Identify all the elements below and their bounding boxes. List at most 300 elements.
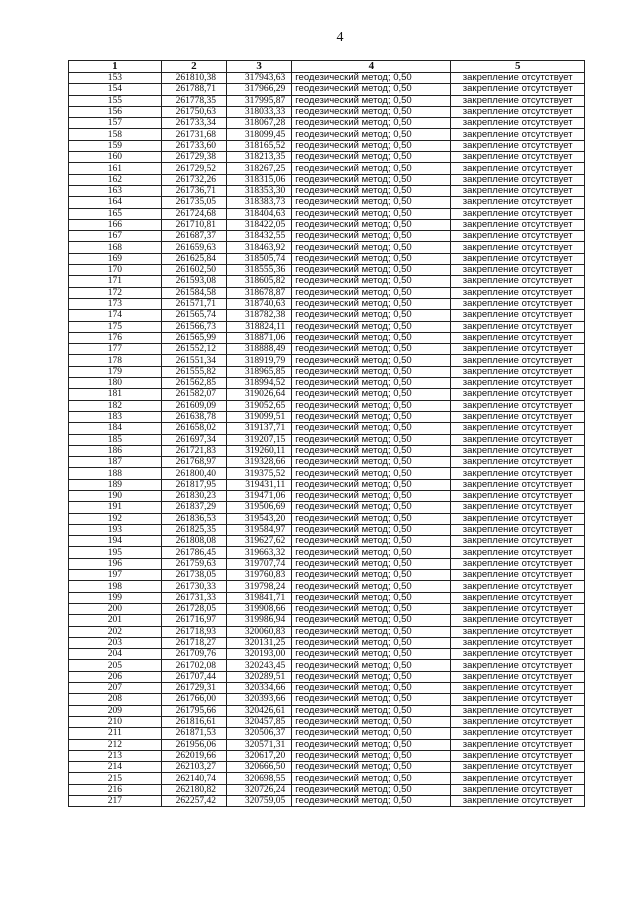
coordinate-x-cell: 261731,33 bbox=[161, 592, 226, 603]
coordinate-y-cell: 319052,65 bbox=[227, 400, 292, 411]
fixing-description-cell: закрепление отсутствует bbox=[451, 332, 585, 343]
coordinate-x-cell: 261750,63 bbox=[161, 106, 226, 117]
coordinate-x-cell: 261786,45 bbox=[161, 547, 226, 558]
fixing-description-cell: закрепление отсутствует bbox=[451, 784, 585, 795]
column-header-5: 5 bbox=[451, 61, 585, 73]
coordinate-x-cell: 261562,85 bbox=[161, 378, 226, 389]
method-accuracy-cell: геодезический метод; 0,50 bbox=[292, 490, 451, 501]
method-accuracy-cell: геодезический метод; 0,50 bbox=[292, 468, 451, 479]
method-accuracy-cell: геодезический метод; 0,50 bbox=[292, 400, 451, 411]
table-row bbox=[69, 683, 585, 694]
fixing-description-cell: закрепление отсутствует bbox=[451, 152, 585, 163]
coordinate-x-cell: 261817,95 bbox=[161, 479, 226, 490]
coordinate-x-cell: 261709,76 bbox=[161, 649, 226, 660]
method-accuracy-cell: геодезический метод; 0,50 bbox=[292, 332, 451, 343]
point-number-cell: 155 bbox=[69, 95, 162, 106]
point-number-cell: 176 bbox=[69, 332, 162, 343]
table-row bbox=[69, 536, 585, 547]
fixing-description-cell: закрепление отсутствует bbox=[451, 796, 585, 807]
coordinate-x-cell: 261731,68 bbox=[161, 129, 226, 140]
coordinate-y-cell: 320334,66 bbox=[227, 683, 292, 694]
method-accuracy-cell: геодезический метод; 0,50 bbox=[292, 208, 451, 219]
method-accuracy-cell: геодезический метод; 0,50 bbox=[292, 457, 451, 468]
point-number-cell: 165 bbox=[69, 208, 162, 219]
point-number-cell: 207 bbox=[69, 683, 162, 694]
table-row bbox=[69, 694, 585, 705]
coordinate-y-cell: 319627,62 bbox=[227, 536, 292, 547]
coordinate-x-cell: 261738,05 bbox=[161, 570, 226, 581]
point-number-cell: 161 bbox=[69, 163, 162, 174]
method-accuracy-cell: геодезический метод; 0,50 bbox=[292, 344, 451, 355]
coordinate-y-cell: 319137,71 bbox=[227, 423, 292, 434]
fixing-description-cell: закрепление отсутствует bbox=[451, 457, 585, 468]
coordinate-y-cell: 318782,38 bbox=[227, 310, 292, 321]
method-accuracy-cell: геодезический метод; 0,50 bbox=[292, 502, 451, 513]
coordinate-y-cell: 319760,83 bbox=[227, 570, 292, 581]
coordinate-y-cell: 319328,66 bbox=[227, 457, 292, 468]
fixing-description-cell: закрепление отсутствует bbox=[451, 750, 585, 761]
table-row bbox=[69, 163, 585, 174]
method-accuracy-cell: геодезический метод; 0,50 bbox=[292, 716, 451, 727]
table-row bbox=[69, 208, 585, 219]
coordinate-y-cell: 319431,11 bbox=[227, 479, 292, 490]
coordinate-x-cell: 261721,83 bbox=[161, 445, 226, 456]
method-accuracy-cell: геодезический метод; 0,50 bbox=[292, 287, 451, 298]
coordinate-x-cell: 261810,38 bbox=[161, 73, 226, 84]
coordinate-y-cell: 318555,36 bbox=[227, 265, 292, 276]
method-accuracy-cell: геодезический метод; 0,50 bbox=[292, 106, 451, 117]
coordinate-y-cell: 318463,92 bbox=[227, 242, 292, 253]
point-number-cell: 182 bbox=[69, 400, 162, 411]
method-accuracy-cell: геодезический метод; 0,50 bbox=[292, 547, 451, 558]
point-number-cell: 195 bbox=[69, 547, 162, 558]
point-number-cell: 199 bbox=[69, 592, 162, 603]
coordinate-y-cell: 318994,52 bbox=[227, 378, 292, 389]
coordinate-x-cell: 261729,52 bbox=[161, 163, 226, 174]
fixing-description-cell: закрепление отсутствует bbox=[451, 558, 585, 569]
coordinate-x-cell: 261658,02 bbox=[161, 423, 226, 434]
table-row bbox=[69, 603, 585, 614]
coordinate-x-cell: 261609,09 bbox=[161, 400, 226, 411]
point-number-cell: 202 bbox=[69, 626, 162, 637]
method-accuracy-cell: геодезический метод; 0,50 bbox=[292, 592, 451, 603]
table-row bbox=[69, 558, 585, 569]
method-accuracy-cell: геодезический метод; 0,50 bbox=[292, 728, 451, 739]
coordinate-x-cell: 261733,34 bbox=[161, 118, 226, 129]
table-row bbox=[69, 185, 585, 196]
coordinate-y-cell: 319260,11 bbox=[227, 445, 292, 456]
coordinate-y-cell: 320243,45 bbox=[227, 660, 292, 671]
fixing-description-cell: закрепление отсутствует bbox=[451, 536, 585, 547]
coordinate-x-cell: 262140,74 bbox=[161, 773, 226, 784]
fixing-description-cell: закрепление отсутствует bbox=[451, 208, 585, 219]
point-number-cell: 174 bbox=[69, 310, 162, 321]
coordinate-x-cell: 261795,66 bbox=[161, 705, 226, 716]
method-accuracy-cell: геодезический метод; 0,50 bbox=[292, 524, 451, 535]
coordinate-x-cell: 261565,74 bbox=[161, 310, 226, 321]
coordinate-x-cell: 261710,81 bbox=[161, 219, 226, 230]
table-row bbox=[69, 502, 585, 513]
fixing-description-cell: закрепление отсутствует bbox=[451, 581, 585, 592]
method-accuracy-cell: геодезический метод; 0,50 bbox=[292, 185, 451, 196]
coordinate-x-cell: 261736,71 bbox=[161, 185, 226, 196]
table-row bbox=[69, 592, 585, 603]
method-accuracy-cell: геодезический метод; 0,50 bbox=[292, 197, 451, 208]
fixing-description-cell: закрепление отсутствует bbox=[451, 276, 585, 287]
point-number-cell: 200 bbox=[69, 603, 162, 614]
table-row bbox=[69, 73, 585, 84]
fixing-description-cell: закрепление отсутствует bbox=[451, 649, 585, 660]
table-row bbox=[69, 287, 585, 298]
table-row bbox=[69, 84, 585, 95]
coordinate-x-cell: 261730,33 bbox=[161, 581, 226, 592]
method-accuracy-cell: геодезический метод; 0,50 bbox=[292, 242, 451, 253]
fixing-description-cell: закрепление отсутствует bbox=[451, 265, 585, 276]
point-number-cell: 159 bbox=[69, 140, 162, 151]
table-row bbox=[69, 219, 585, 230]
method-accuracy-cell: геодезический метод; 0,50 bbox=[292, 355, 451, 366]
fixing-description-cell: закрепление отсутствует bbox=[451, 637, 585, 648]
coordinate-y-cell: 320457,85 bbox=[227, 716, 292, 727]
point-number-cell: 208 bbox=[69, 694, 162, 705]
coordinate-x-cell: 261625,84 bbox=[161, 253, 226, 264]
point-number-cell: 215 bbox=[69, 773, 162, 784]
coordinate-y-cell: 317943,63 bbox=[227, 73, 292, 84]
coordinate-y-cell: 320289,51 bbox=[227, 671, 292, 682]
point-number-cell: 190 bbox=[69, 490, 162, 501]
column-header-4: 4 bbox=[292, 61, 451, 73]
fixing-description-cell: закрепление отсутствует bbox=[451, 773, 585, 784]
table-row bbox=[69, 366, 585, 377]
point-number-cell: 173 bbox=[69, 298, 162, 309]
coordinate-y-cell: 319471,06 bbox=[227, 490, 292, 501]
method-accuracy-cell: геодезический метод; 0,50 bbox=[292, 378, 451, 389]
fixing-description-cell: закрепление отсутствует bbox=[451, 615, 585, 626]
point-number-cell: 181 bbox=[69, 389, 162, 400]
fixing-description-cell: закрепление отсутствует bbox=[451, 490, 585, 501]
fixing-description-cell: закрепление отсутствует bbox=[451, 683, 585, 694]
method-accuracy-cell: геодезический метод; 0,50 bbox=[292, 603, 451, 614]
point-number-cell: 205 bbox=[69, 660, 162, 671]
method-accuracy-cell: геодезический метод; 0,50 bbox=[292, 750, 451, 761]
table-row bbox=[69, 716, 585, 727]
coordinate-x-cell: 261565,99 bbox=[161, 332, 226, 343]
method-accuracy-cell: геодезический метод; 0,50 bbox=[292, 762, 451, 773]
coordinate-y-cell: 318383,73 bbox=[227, 197, 292, 208]
fixing-description-cell: закрепление отсутствует bbox=[451, 163, 585, 174]
method-accuracy-cell: геодезический метод; 0,50 bbox=[292, 411, 451, 422]
method-accuracy-cell: геодезический метод; 0,50 bbox=[292, 796, 451, 807]
table-row bbox=[69, 773, 585, 784]
method-accuracy-cell: геодезический метод; 0,50 bbox=[292, 479, 451, 490]
table-row bbox=[69, 547, 585, 558]
method-accuracy-cell: геодезический метод; 0,50 bbox=[292, 389, 451, 400]
coordinate-x-cell: 261552,12 bbox=[161, 344, 226, 355]
column-header-1: 1 bbox=[69, 61, 162, 73]
coordinate-y-cell: 319841,71 bbox=[227, 592, 292, 603]
point-number-cell: 193 bbox=[69, 524, 162, 535]
method-accuracy-cell: геодезический метод; 0,50 bbox=[292, 570, 451, 581]
fixing-description-cell: закрепление отсутствует bbox=[451, 106, 585, 117]
column-header-2: 2 bbox=[161, 61, 226, 73]
coordinate-x-cell: 261718,93 bbox=[161, 626, 226, 637]
method-accuracy-cell: геодезический метод; 0,50 bbox=[292, 163, 451, 174]
coordinate-y-cell: 319584,97 bbox=[227, 524, 292, 535]
fixing-description-cell: закрепление отсутствует bbox=[451, 378, 585, 389]
fixing-description-cell: закрепление отсутствует bbox=[451, 716, 585, 727]
table-row bbox=[69, 490, 585, 501]
method-accuracy-cell: геодезический метод; 0,50 bbox=[292, 637, 451, 648]
method-accuracy-cell: геодезический метод; 0,50 bbox=[292, 95, 451, 106]
method-accuracy-cell: геодезический метод; 0,50 bbox=[292, 219, 451, 230]
table-row bbox=[69, 468, 585, 479]
table-row bbox=[69, 344, 585, 355]
fixing-description-cell: закрепление отсутствует bbox=[451, 524, 585, 535]
method-accuracy-cell: геодезический метод; 0,50 bbox=[292, 784, 451, 795]
table-row bbox=[69, 796, 585, 807]
table-row bbox=[69, 310, 585, 321]
point-number-cell: 214 bbox=[69, 762, 162, 773]
point-number-cell: 178 bbox=[69, 355, 162, 366]
coordinate-x-cell: 261768,97 bbox=[161, 457, 226, 468]
table-row bbox=[69, 332, 585, 343]
method-accuracy-cell: геодезический метод; 0,50 bbox=[292, 174, 451, 185]
fixing-description-cell: закрепление отсутствует bbox=[451, 219, 585, 230]
coordinate-y-cell: 318315,06 bbox=[227, 174, 292, 185]
point-number-cell: 198 bbox=[69, 581, 162, 592]
method-accuracy-cell: геодезический метод; 0,50 bbox=[292, 310, 451, 321]
point-number-cell: 168 bbox=[69, 242, 162, 253]
table-row bbox=[69, 479, 585, 490]
method-accuracy-cell: геодезический метод; 0,50 bbox=[292, 73, 451, 84]
method-accuracy-cell: геодезический метод; 0,50 bbox=[292, 683, 451, 694]
method-accuracy-cell: геодезический метод; 0,50 bbox=[292, 298, 451, 309]
fixing-description-cell: закрепление отсутствует bbox=[451, 366, 585, 377]
page-number: 4 bbox=[336, 30, 344, 45]
table-row bbox=[69, 434, 585, 445]
point-number-cell: 194 bbox=[69, 536, 162, 547]
coordinate-y-cell: 318871,06 bbox=[227, 332, 292, 343]
coordinate-y-cell: 320666,50 bbox=[227, 762, 292, 773]
point-number-cell: 188 bbox=[69, 468, 162, 479]
table-row bbox=[69, 524, 585, 535]
fixing-description-cell: закрепление отсутствует bbox=[451, 242, 585, 253]
point-number-cell: 157 bbox=[69, 118, 162, 129]
coordinate-y-cell: 318919,79 bbox=[227, 355, 292, 366]
point-number-cell: 206 bbox=[69, 671, 162, 682]
coordinate-y-cell: 320426,61 bbox=[227, 705, 292, 716]
table-row bbox=[69, 253, 585, 264]
coordinate-y-cell: 320060,83 bbox=[227, 626, 292, 637]
coordinate-x-cell: 261593,08 bbox=[161, 276, 226, 287]
coordinate-y-cell: 319663,32 bbox=[227, 547, 292, 558]
fixing-description-cell: закрепление отсутствует bbox=[451, 547, 585, 558]
point-number-cell: 216 bbox=[69, 784, 162, 795]
coordinate-x-cell: 261830,23 bbox=[161, 490, 226, 501]
coordinate-x-cell: 261808,08 bbox=[161, 536, 226, 547]
point-number-cell: 183 bbox=[69, 411, 162, 422]
coordinate-x-cell: 261733,60 bbox=[161, 140, 226, 151]
point-number-cell: 186 bbox=[69, 445, 162, 456]
coordinate-x-cell: 261778,35 bbox=[161, 95, 226, 106]
table-row bbox=[69, 728, 585, 739]
fixing-description-cell: закрепление отсутствует bbox=[451, 728, 585, 739]
coordinate-x-cell: 261788,71 bbox=[161, 84, 226, 95]
table-row bbox=[69, 626, 585, 637]
point-number-cell: 154 bbox=[69, 84, 162, 95]
method-accuracy-cell: геодезический метод; 0,50 bbox=[292, 118, 451, 129]
coordinate-x-cell: 261697,34 bbox=[161, 434, 226, 445]
coordinate-y-cell: 318678,87 bbox=[227, 287, 292, 298]
coordinate-x-cell: 261729,31 bbox=[161, 683, 226, 694]
table-row bbox=[69, 389, 585, 400]
table-row bbox=[69, 671, 585, 682]
coordinate-x-cell: 261816,61 bbox=[161, 716, 226, 727]
point-number-cell: 156 bbox=[69, 106, 162, 117]
coordinate-y-cell: 317995,87 bbox=[227, 95, 292, 106]
coordinate-x-cell: 261602,50 bbox=[161, 265, 226, 276]
table-row bbox=[69, 637, 585, 648]
coordinate-y-cell: 320506,37 bbox=[227, 728, 292, 739]
coordinate-x-cell: 261871,53 bbox=[161, 728, 226, 739]
coordinate-y-cell: 320131,25 bbox=[227, 637, 292, 648]
fixing-description-cell: закрепление отсутствует bbox=[451, 253, 585, 264]
point-number-cell: 175 bbox=[69, 321, 162, 332]
coordinate-x-cell: 262019,66 bbox=[161, 750, 226, 761]
table-row bbox=[69, 355, 585, 366]
table-row bbox=[69, 321, 585, 332]
point-number-cell: 201 bbox=[69, 615, 162, 626]
coordinate-x-cell: 261638,78 bbox=[161, 411, 226, 422]
point-number-cell: 192 bbox=[69, 513, 162, 524]
coordinate-x-cell: 261584,58 bbox=[161, 287, 226, 298]
point-number-cell: 196 bbox=[69, 558, 162, 569]
coordinate-y-cell: 319375,52 bbox=[227, 468, 292, 479]
point-number-cell: 180 bbox=[69, 378, 162, 389]
point-number-cell: 191 bbox=[69, 502, 162, 513]
fixing-description-cell: закрепление отсутствует bbox=[451, 197, 585, 208]
table-body bbox=[69, 73, 585, 807]
coordinate-y-cell: 318965,85 bbox=[227, 366, 292, 377]
method-accuracy-cell: геодезический метод; 0,50 bbox=[292, 694, 451, 705]
column-header-3: 3 bbox=[227, 61, 292, 73]
table-row bbox=[69, 174, 585, 185]
coordinate-x-cell: 261837,29 bbox=[161, 502, 226, 513]
coordinate-y-cell: 318099,45 bbox=[227, 129, 292, 140]
coordinate-y-cell: 320571,31 bbox=[227, 739, 292, 750]
coordinate-x-cell: 261735,05 bbox=[161, 197, 226, 208]
point-number-cell: 203 bbox=[69, 637, 162, 648]
fixing-description-cell: закрепление отсутствует bbox=[451, 140, 585, 151]
coordinate-y-cell: 318213,35 bbox=[227, 152, 292, 163]
fixing-description-cell: закрепление отсутствует bbox=[451, 231, 585, 242]
method-accuracy-cell: геодезический метод; 0,50 bbox=[292, 445, 451, 456]
fixing-description-cell: закрепление отсутствует bbox=[451, 411, 585, 422]
method-accuracy-cell: геодезический метод; 0,50 bbox=[292, 423, 451, 434]
fixing-description-cell: закрепление отсутствует bbox=[451, 423, 585, 434]
method-accuracy-cell: геодезический метод; 0,50 bbox=[292, 615, 451, 626]
fixing-description-cell: закрепление отсутствует bbox=[451, 671, 585, 682]
fixing-description-cell: закрепление отсутствует bbox=[451, 468, 585, 479]
method-accuracy-cell: геодезический метод; 0,50 bbox=[292, 265, 451, 276]
fixing-description-cell: закрепление отсутствует bbox=[451, 174, 585, 185]
method-accuracy-cell: геодезический метод; 0,50 bbox=[292, 231, 451, 242]
coordinate-y-cell: 318353,30 bbox=[227, 185, 292, 196]
coordinate-x-cell: 261702,08 bbox=[161, 660, 226, 671]
point-number-cell: 209 bbox=[69, 705, 162, 716]
coordinate-y-cell: 319506,69 bbox=[227, 502, 292, 513]
point-number-cell: 217 bbox=[69, 796, 162, 807]
fixing-description-cell: закрепление отсутствует bbox=[451, 73, 585, 84]
table-row bbox=[69, 762, 585, 773]
table-row bbox=[69, 298, 585, 309]
fixing-description-cell: закрепление отсутствует bbox=[451, 479, 585, 490]
table-row bbox=[69, 231, 585, 242]
fixing-description-cell: закрепление отсутствует bbox=[451, 389, 585, 400]
coordinate-x-cell: 261766,00 bbox=[161, 694, 226, 705]
coordinate-x-cell: 261728,05 bbox=[161, 603, 226, 614]
coordinate-y-cell: 320393,66 bbox=[227, 694, 292, 705]
table-row bbox=[69, 784, 585, 795]
point-number-cell: 187 bbox=[69, 457, 162, 468]
coordinate-x-cell: 262180,82 bbox=[161, 784, 226, 795]
table-header-row bbox=[69, 61, 585, 73]
method-accuracy-cell: геодезический метод; 0,50 bbox=[292, 660, 451, 671]
table-row bbox=[69, 152, 585, 163]
coordinate-x-cell: 261724,68 bbox=[161, 208, 226, 219]
table-row bbox=[69, 423, 585, 434]
coordinate-y-cell: 318432,55 bbox=[227, 231, 292, 242]
table-row bbox=[69, 750, 585, 761]
fixing-description-cell: закрепление отсутствует bbox=[451, 592, 585, 603]
table-row bbox=[69, 400, 585, 411]
table-row bbox=[69, 739, 585, 750]
table-row bbox=[69, 197, 585, 208]
point-number-cell: 166 bbox=[69, 219, 162, 230]
point-number-cell: 212 bbox=[69, 739, 162, 750]
point-number-cell: 210 bbox=[69, 716, 162, 727]
table-row bbox=[69, 457, 585, 468]
point-number-cell: 211 bbox=[69, 728, 162, 739]
coordinate-x-cell: 261836,53 bbox=[161, 513, 226, 524]
coordinate-x-cell: 261732,26 bbox=[161, 174, 226, 185]
fixing-description-cell: закрепление отсутствует bbox=[451, 344, 585, 355]
coordinate-y-cell: 320617,20 bbox=[227, 750, 292, 761]
method-accuracy-cell: геодезический метод; 0,50 bbox=[292, 276, 451, 287]
point-number-cell: 185 bbox=[69, 434, 162, 445]
point-number-cell: 171 bbox=[69, 276, 162, 287]
coordinate-x-cell: 261800,40 bbox=[161, 468, 226, 479]
method-accuracy-cell: геодезический метод; 0,50 bbox=[292, 366, 451, 377]
point-number-cell: 177 bbox=[69, 344, 162, 355]
fixing-description-cell: закрепление отсутствует bbox=[451, 502, 585, 513]
fixing-description-cell: закрепление отсутствует bbox=[451, 660, 585, 671]
method-accuracy-cell: геодезический метод; 0,50 bbox=[292, 513, 451, 524]
point-number-cell: 213 bbox=[69, 750, 162, 761]
coordinate-x-cell: 262103,27 bbox=[161, 762, 226, 773]
coordinate-x-cell: 261718,27 bbox=[161, 637, 226, 648]
table-row bbox=[69, 660, 585, 671]
table-row bbox=[69, 276, 585, 287]
point-number-cell: 162 bbox=[69, 174, 162, 185]
fixing-description-cell: закрепление отсутствует bbox=[451, 310, 585, 321]
method-accuracy-cell: геодезический метод; 0,50 bbox=[292, 671, 451, 682]
method-accuracy-cell: геодезический метод; 0,50 bbox=[292, 152, 451, 163]
table-row bbox=[69, 95, 585, 106]
table-row bbox=[69, 570, 585, 581]
coordinate-y-cell: 319707,74 bbox=[227, 558, 292, 569]
coordinate-x-cell: 261759,63 bbox=[161, 558, 226, 569]
